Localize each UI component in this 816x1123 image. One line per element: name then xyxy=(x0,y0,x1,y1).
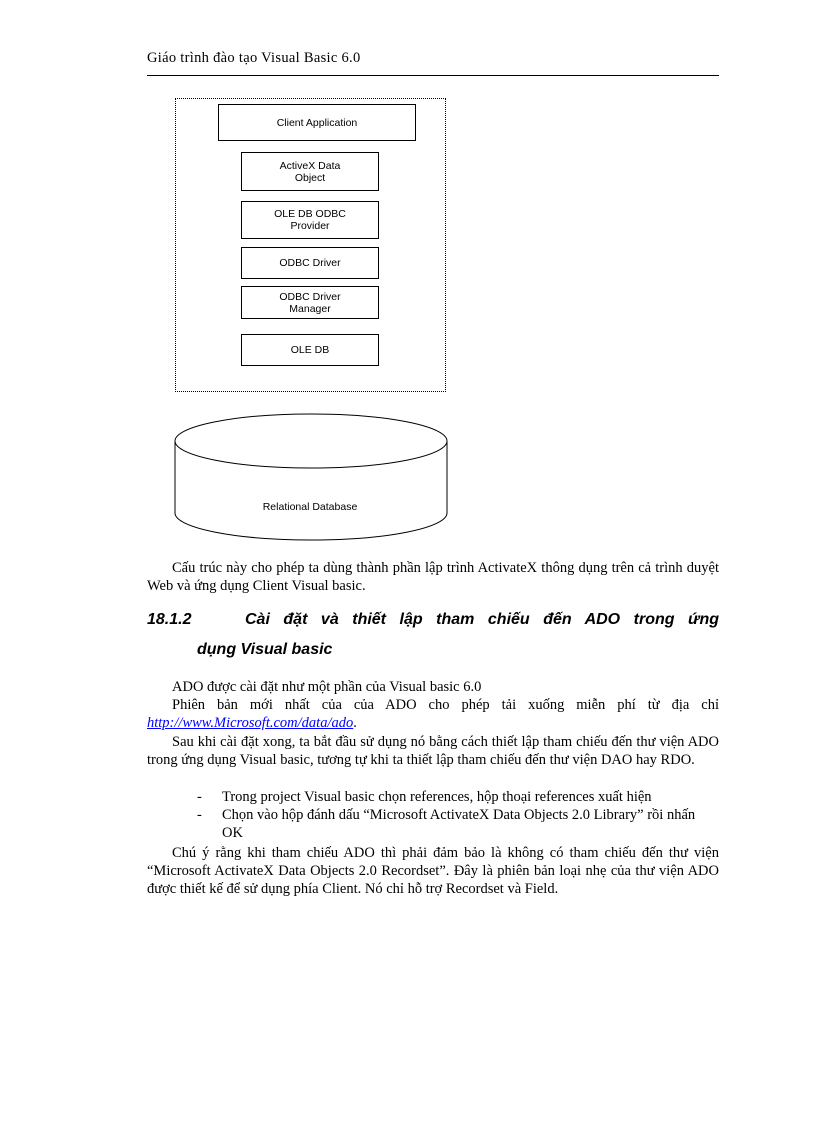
section-heading xyxy=(147,611,719,663)
paragraph-note-recordset: Chú ý rằng khi tham chiếu ADO thì phải đảm bảo là không có tham chiếu đến thư viện “Microsoft ActivateX Data Objects 2.0 Recordset”. Đây là phiên bản loại nhẹ của thư viện ADO được thiết kế để sử dụng phía Client. Nó chỉ hỗ trợ Recordset và Field. xyxy=(147,845,719,897)
bullet-dash-1: - xyxy=(197,789,202,805)
section-number: 18.1.2 xyxy=(147,611,192,628)
relational-database-cylinder xyxy=(172,403,452,543)
page-header: Giáo trình đào tạo Visual Basic 6.0 xyxy=(147,50,361,66)
download-period: . xyxy=(353,715,357,731)
header-divider xyxy=(147,75,719,76)
section-title-line1: Cài đặt và thiết lập tham chiếu đến ADO trong ứng xyxy=(245,611,719,628)
box-activex-data-object: ActiveX Data Object xyxy=(241,152,379,191)
bullet-text-1: Trong project Visual basic chọn references, hộp thoại references xuất hiện xyxy=(222,789,652,805)
paragraph-ado-installed: ADO được cài đặt như một phần của Visual basic 6.0 xyxy=(172,679,482,695)
section-title-line2: dụng Visual basic xyxy=(197,641,333,658)
database-label: Relational Database xyxy=(262,501,358,513)
intro-paragraph: Cấu trúc này cho phép ta dùng thành phần lập trình ActivateX thông dụng trên cả trình duyệt Web và ứng dụng Client Visual basic. xyxy=(147,560,719,594)
box-ole-db: OLE DB xyxy=(241,334,379,366)
bullet-text-2: Chọn vào hộp đánh dấu “Microsoft ActivateX Data Objects 2.0 Library” rồi nhấn OK xyxy=(222,807,696,841)
box-odbc-driver-manager: ODBC Driver Manager xyxy=(241,286,379,319)
box-odbc-driver: ODBC Driver xyxy=(241,247,379,279)
paragraph-download xyxy=(147,696,719,732)
box-client-application: Client Application xyxy=(218,104,416,141)
box-oledb-odbc-provider: OLE DB ODBC Provider xyxy=(241,201,379,239)
download-text: Phiên bản mới nhất của của ADO cho phép tải xuống miễn phí từ địa chỉ xyxy=(172,697,719,713)
paragraph-set-reference: Sau khi cài đặt xong, ta bắt đầu sử dụng nó bằng cách thiết lập tham chiếu đến thư viện ADO trong ứng dụng Visual basic, tương tự khi ta thiết lập tham chiếu đến thư viện DAO hay RDO. xyxy=(147,734,719,768)
ado-download-link[interactable]: http://www.Microsoft.com/data/ado xyxy=(147,715,354,731)
bullet-dash-2: - xyxy=(197,807,202,823)
